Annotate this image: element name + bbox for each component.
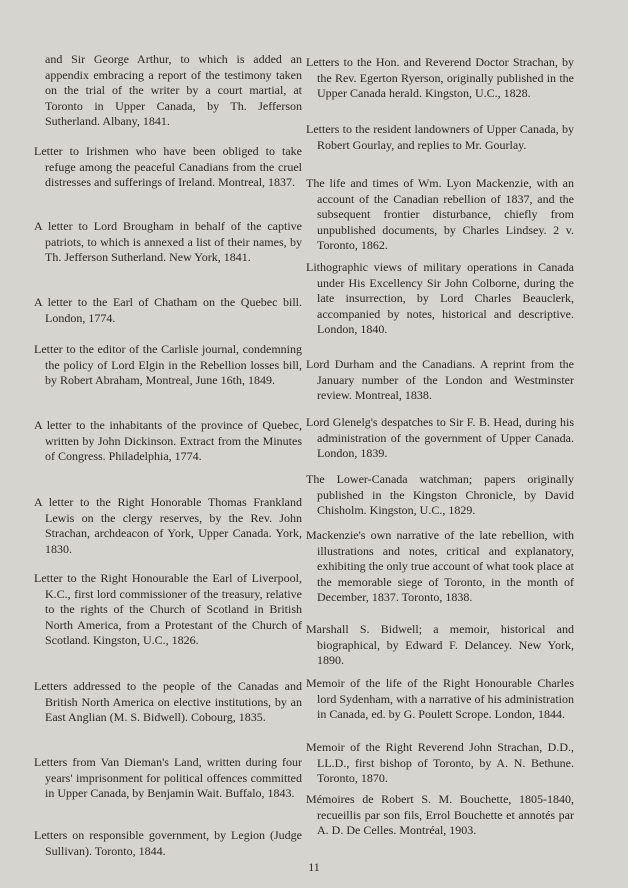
bibliography-entry: Letters to the resident landowners of Upper Canada, by Robert Gourlay, and replies to Mr. Gourlay. bbox=[306, 122, 574, 152]
bibliography-entry: Letter to Irishmen who have been obliged to take refuge among the peaceful Canadians from the cruel distresses and sufferings of Ireland. Montreal, 1837. bbox=[34, 144, 302, 189]
bibliography-entry: A letter to the Earl of Chatham on the Quebec bill. London, 1774. bbox=[34, 295, 302, 325]
bibliography-entry: Letter to the Right Honourable the Earl of Liverpool, K.C., first lord commissioner of the treasury, relative to the rights of the Church of Scotland in British North America, from a Protestant of the Church of Scotland. Kingston, U.C., 1826. bbox=[34, 571, 302, 647]
bibliography-entry: Mémoires de Robert S. M. Bouchette, 1805-1840, recueillis par son fils, Errol Bouchette et annotés par A. D. De Celles. Montréal, 1903. bbox=[306, 792, 574, 837]
bibliography-entry: A letter to the Right Honorable Thomas Frankland Lewis on the clergy reserves, by the Rev. John Strachan, archdeacon of York, Upper Canada. York, 1830. bbox=[34, 495, 302, 556]
bibliography-entry: Marshall S. Bidwell; a memoir, historical and biographical, by Edward F. Delancey. New York, 1890. bbox=[306, 622, 574, 667]
bibliography-entry: Letters on responsible government, by Legion (Judge Sullivan). Toronto, 1844. bbox=[34, 828, 302, 858]
bibliography-entry: Lithographic views of military operations in Canada under His Excellency Sir John Colborne, during the late insurrection, by Lord Charles Beauclerk, accompanied by notes, historical and descriptive. London, 1840. bbox=[306, 260, 574, 336]
bibliography-entry: Memoir of the Right Reverend John Strachan, D.D., LL.D., first bishop of Toronto, by A. N. Bethune. Toronto, 1870. bbox=[306, 740, 574, 785]
bibliography-entry: The Lower-Canada watchman; papers originally published in the Kingston Chronicle, by David Chisholm. Kingston, U.C., 1829. bbox=[306, 472, 574, 517]
bibliography-entry: Letters from Van Dieman's Land, written during four years' imprisonment for political offences committed in Upper Canada, by Benjamin Wait. Buffalo, 1843. bbox=[34, 755, 302, 800]
bibliography-entry: Letters to the Hon. and Reverend Doctor Strachan, by the Rev. Egerton Ryerson, originally published in the Upper Canada herald. Kingston, U.C., 1828. bbox=[306, 55, 574, 100]
bibliography-entry: Letters addressed to the people of the Canadas and British North America on elective institutions, by an East Anglian (M. S. Bidwell). Cobourg, 1835. bbox=[34, 679, 302, 724]
bibliography-entry: Mackenzie's own narrative of the late rebellion, with illustrations and notes, critical and explanatory, exhibiting the only true account of what took place at the memorable siege of Toronto, in the month of December, 1837. Toronto, 1838. bbox=[306, 528, 574, 604]
bibliography-entry: Memoir of the life of the Right Honourable Charles lord Sydenham, with a narrative of his administration in Canada, ed. by G. Poulett Scrope. London, 1844. bbox=[306, 676, 574, 721]
bibliography-entry: Lord Glenelg's despatches to Sir F. B. Head, during his administration of the government of Upper Canada. London, 1839. bbox=[306, 415, 574, 460]
bibliography-entry: Lord Durham and the Canadians. A reprint from the January number of the London and Westminster review. Montreal, 1838. bbox=[306, 357, 574, 402]
bibliography-entry: and Sir George Arthur, to which is added an appendix embracing a report of the testimony taken on the trial of the writer by a court martial, at Toronto in Upper Canada, by Th. Jefferson Sutherland. Albany, 1841. bbox=[45, 52, 302, 128]
page-number: 11 bbox=[308, 860, 320, 874]
bibliography-entry: Letter to the editor of the Carlisle journal, condemning the policy of Lord Elgin in the Rebellion losses bill, by Robert Abraham, Montreal, June 16th, 1849. bbox=[34, 342, 302, 387]
bibliography-entry: A letter to the inhabitants of the province of Quebec, written by John Dickinson. Extract from the Minutes of Congress. Philadelphia, 1774. bbox=[34, 418, 302, 463]
bibliography-entry: A letter to Lord Brougham in behalf of the captive patriots, to which is annexed a list of their names, by Th. Jefferson Sutherland. New York, 1841. bbox=[34, 219, 302, 264]
bibliography-entry: The life and times of Wm. Lyon Mackenzie, with an account of the Canadian rebellion of 1837, and the subsequent frontier disturbance, chiefly from unpublished documents, by Charles Lindsey. 2 v. Toronto, 1862. bbox=[306, 176, 574, 252]
